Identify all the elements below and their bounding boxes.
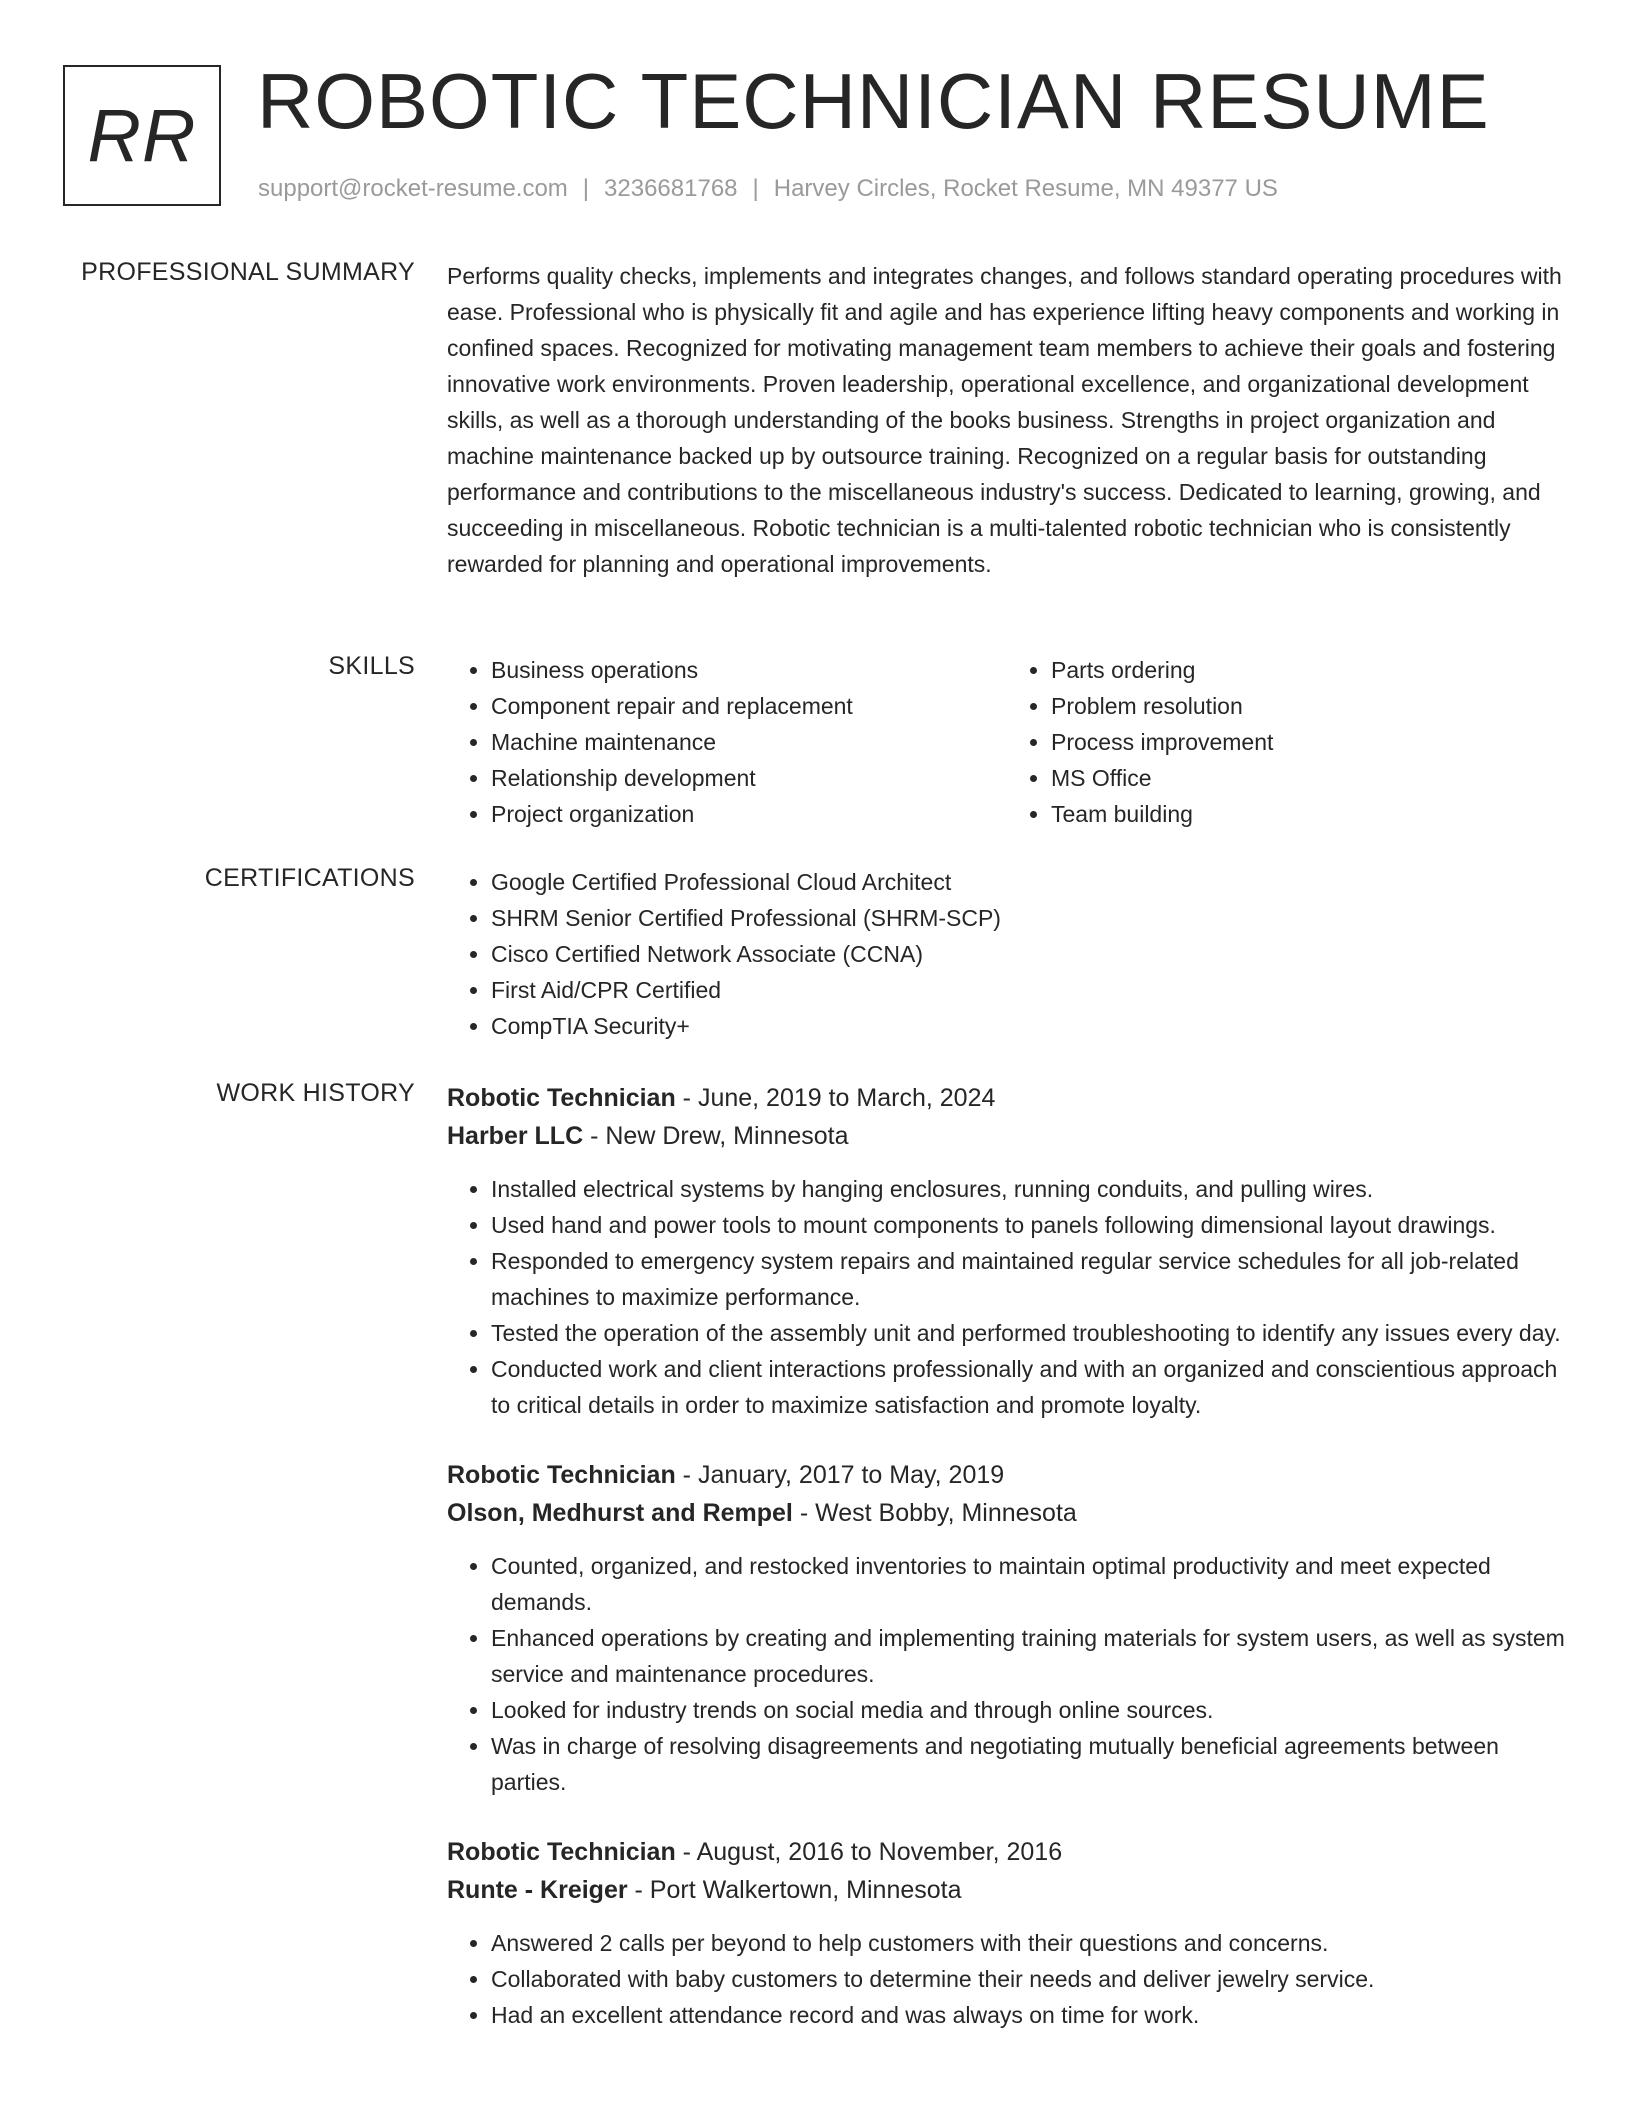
job-location: - New Drew, Minnesota bbox=[583, 1122, 849, 1150]
section-label-work-history: WORK HISTORY bbox=[216, 1079, 415, 1107]
monogram-logo: RR bbox=[63, 65, 221, 206]
job-bullet: • Installed electrical systems by hanging enclosures, running conduits, and pulling wires. bbox=[491, 1171, 1567, 1207]
skill-item: • Component repair and replacement bbox=[491, 688, 1007, 724]
summary-text: Performs quality checks, implements and integrates changes, and follows standard operating procedures with ease. Professional who is physically fit and agile and has experience lifting heavy components and working in confined spaces. Recognized for motivating management team members to achieve their goals and fostering innovative work environments. Proven leadership, operational excellence, and organizational development skills, as well as a thorough understanding of the books business. Strengths in project organization and machine maintenance backed up by outsource training. Recognized on a regular basis for outstanding performance and contributions to the miscellaneous industry's success. Dedicated to learning, growing, and succeeding in miscellaneous. Robotic technician is a multi-talented robotic technician who is consistently rewarded for planning and operational improvements. bbox=[447, 263, 1562, 577]
job-company-line bbox=[447, 1117, 1567, 1155]
contact-line bbox=[258, 175, 1278, 203]
skills-column-1 bbox=[447, 652, 1007, 832]
section-label-summary: PROFESSIONAL SUMMARY bbox=[81, 258, 415, 286]
job-company-line bbox=[447, 1871, 1567, 1909]
job-bullet: • Answered 2 calls per beyond to help customers with their questions and concerns. bbox=[491, 1925, 1567, 1961]
job-bullet: • Looked for industry trends on social media and through online sources. bbox=[491, 1692, 1567, 1728]
certification-item: • CompTIA Security+ bbox=[491, 1008, 1567, 1044]
certification-item: • First Aid/CPR Certified bbox=[491, 972, 1567, 1008]
skill-item: • Problem resolution bbox=[1051, 688, 1567, 724]
job-title: Robotic Technician bbox=[447, 1084, 676, 1112]
work-history-body bbox=[447, 1079, 1567, 2033]
skill-item: • Project organization bbox=[491, 796, 1007, 832]
certification-item: • Google Certified Professional Cloud Architect bbox=[491, 864, 1567, 900]
job-bullet: • Tested the operation of the assembly unit and performed troubleshooting to identify any issues every day. bbox=[491, 1315, 1567, 1351]
job-bullet: • Was in charge of resolving disagreements and negotiating mutually beneficial agreements between parties. bbox=[491, 1728, 1567, 1800]
skill-item: • Machine maintenance bbox=[491, 724, 1007, 760]
job-entry bbox=[447, 1079, 1567, 1423]
job-company: Olson, Medhurst and Rempel bbox=[447, 1499, 793, 1527]
skills-body bbox=[447, 652, 1567, 832]
job-title-line bbox=[447, 1833, 1567, 1871]
contact-phone[interactable]: 3236681768 bbox=[604, 175, 738, 202]
contact-separator: | bbox=[752, 175, 759, 202]
certifications-list bbox=[447, 864, 1567, 1044]
contact-email[interactable]: support@rocket-resume.com bbox=[258, 175, 568, 202]
job-entry bbox=[447, 1833, 1567, 2033]
job-entry bbox=[447, 1456, 1567, 1800]
job-bullets bbox=[447, 1925, 1567, 2033]
skill-item: • Business operations bbox=[491, 652, 1007, 688]
job-bullet: • Had an excellent attendance record and was always on time for work. bbox=[491, 1997, 1567, 2033]
job-title: Robotic Technician bbox=[447, 1461, 676, 1489]
skills-column-2 bbox=[1007, 652, 1567, 832]
certification-item: • SHRM Senior Certified Professional (SHRM-SCP) bbox=[491, 900, 1567, 936]
skill-item: • Parts ordering bbox=[1051, 652, 1567, 688]
job-dates: - August, 2016 to November, 2016 bbox=[675, 1838, 1063, 1866]
job-bullet: • Collaborated with baby customers to determine their needs and deliver jewelry service. bbox=[491, 1961, 1567, 1997]
contact-separator: | bbox=[582, 175, 590, 202]
skill-item: • Team building bbox=[1051, 796, 1567, 832]
job-bullets bbox=[447, 1548, 1567, 1800]
job-bullet: • Responded to emergency system repairs and maintained regular service schedules for all job-related machines to maximize performance. bbox=[491, 1243, 1567, 1315]
job-title-line bbox=[447, 1456, 1567, 1494]
job-bullet: • Used hand and power tools to mount components to panels following dimensional layout drawings. bbox=[491, 1207, 1567, 1243]
job-company: Runte - Kreiger bbox=[447, 1876, 628, 1904]
job-bullet: • Counted, organized, and restocked inventories to maintain optimal productivity and meet expected demands. bbox=[491, 1548, 1567, 1620]
section-label-skills: SKILLS bbox=[328, 652, 415, 680]
certification-item: • Cisco Certified Network Associate (CCNA) bbox=[491, 936, 1567, 972]
summary-body bbox=[447, 258, 1567, 582]
job-bullets bbox=[447, 1171, 1567, 1423]
skill-item: • Relationship development bbox=[491, 760, 1007, 796]
section-label-certifications: CERTIFICATIONS bbox=[204, 864, 415, 892]
job-bullet: • Conducted work and client interactions professionally and with an organized and conscientious approach to critical details in order to maximize satisfaction and promote loyalty. bbox=[491, 1351, 1567, 1423]
skill-item: • Process improvement bbox=[1051, 724, 1567, 760]
resume-title: ROBOTIC TECHNICIAN RESUME bbox=[257, 57, 1490, 145]
skill-item: • MS Office bbox=[1051, 760, 1567, 796]
job-dates: - January, 2017 to May, 2019 bbox=[675, 1461, 1005, 1489]
job-bullet: • Enhanced operations by creating and implementing training materials for system users, as well as system service and maintenance procedures. bbox=[491, 1620, 1567, 1692]
job-company: Harber LLC bbox=[447, 1122, 584, 1150]
job-location: - Port Walkertown, Minnesota bbox=[627, 1876, 962, 1904]
job-title-line bbox=[447, 1079, 1567, 1117]
certifications-body bbox=[447, 864, 1567, 1044]
job-location: - West Bobby, Minnesota bbox=[792, 1499, 1077, 1527]
job-title: Robotic Technician bbox=[447, 1838, 676, 1866]
job-dates: - June, 2019 to March, 2024 bbox=[675, 1084, 996, 1112]
job-company-line bbox=[447, 1494, 1567, 1532]
contact-address: Harvey Circles, Rocket Resume, MN 49377 US bbox=[773, 175, 1278, 202]
